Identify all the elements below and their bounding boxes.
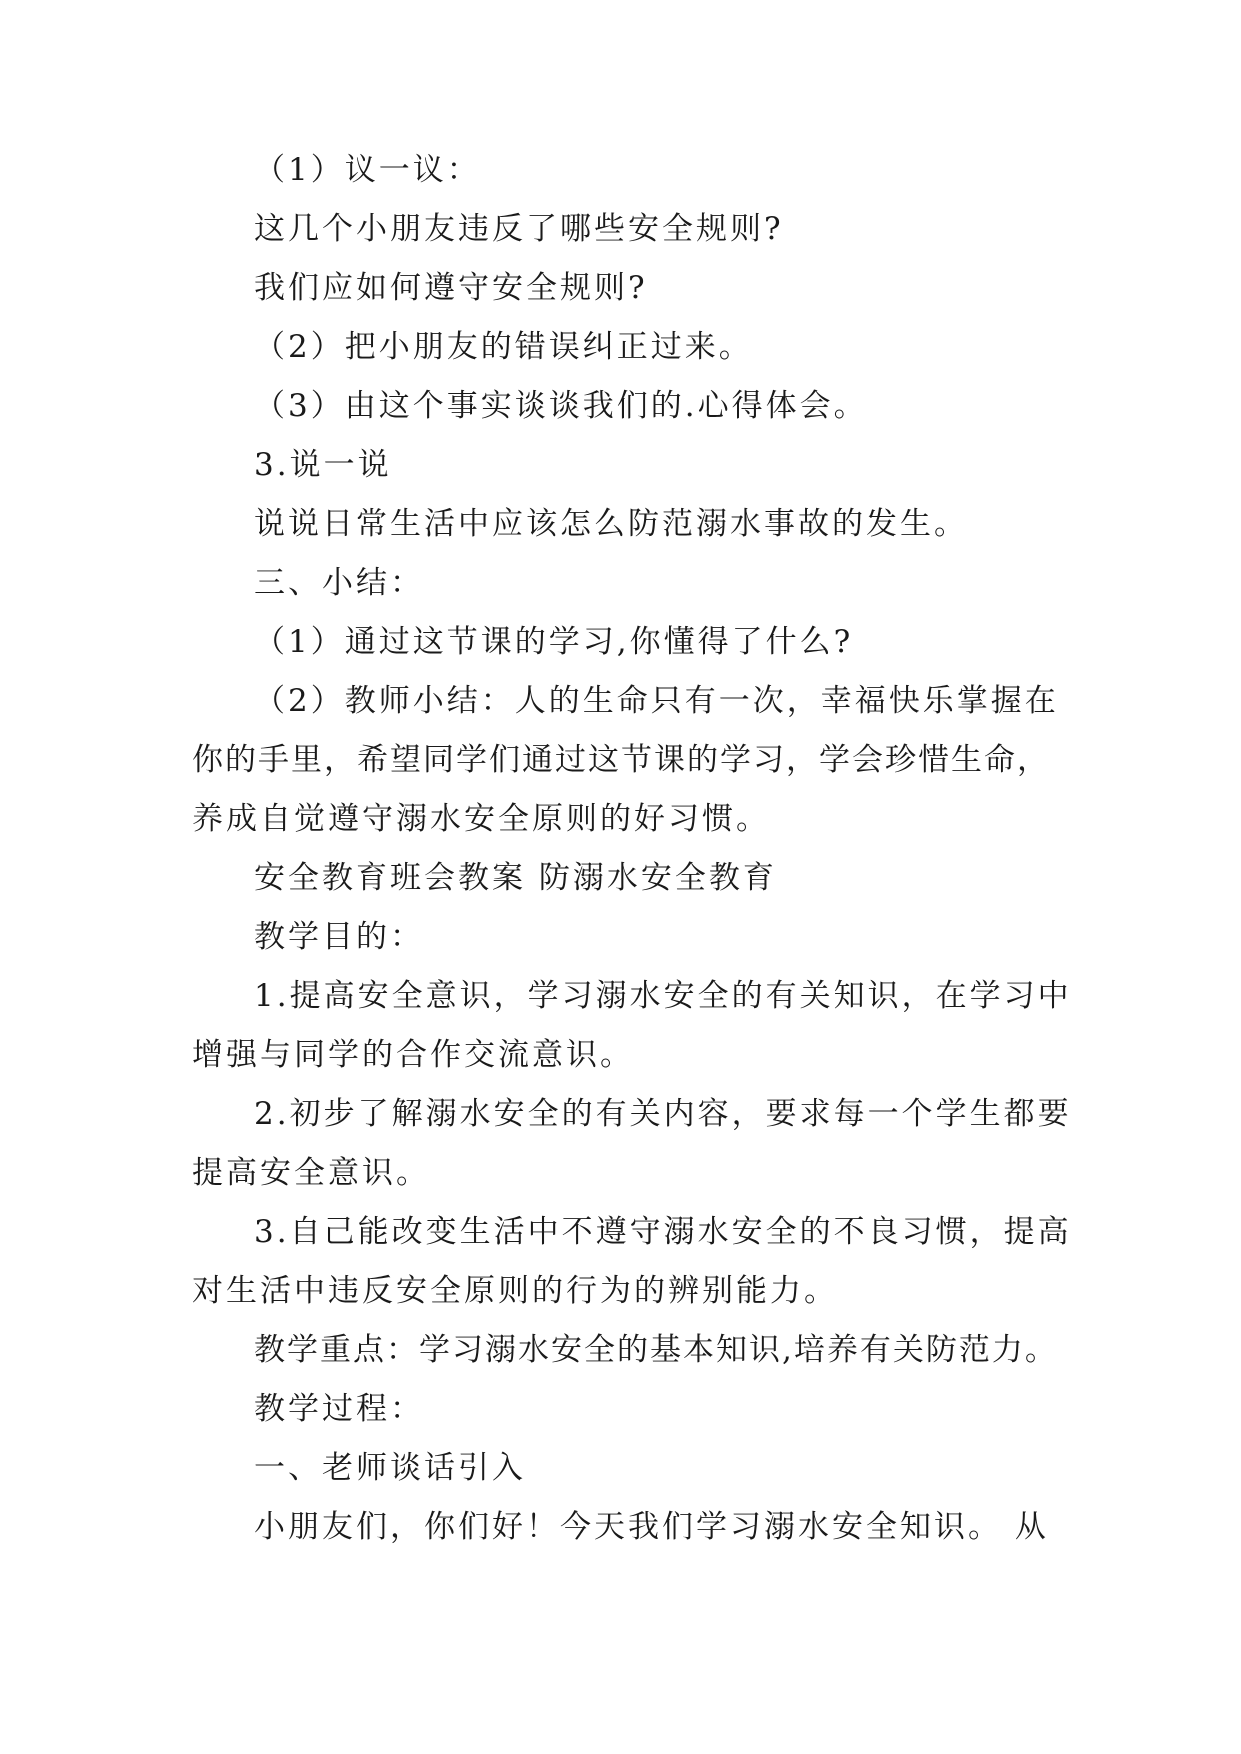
text-line: （2）教师小结：人的生命只有一次，幸福快乐掌握在	[254, 683, 1059, 719]
document-title: 安全教育班会教案 防溺水安全教育	[254, 860, 777, 896]
section-heading: 三、小结：	[254, 565, 424, 601]
text-line: （3）由这个事实谈谈我们的.心得体会。	[254, 388, 868, 424]
text-line: 1.提高安全意识，学习溺水安全的有关知识，在学习中	[254, 978, 1072, 1014]
text-line: 小朋友们，你们好！今天我们学习溺水安全知识。 从	[254, 1509, 1049, 1545]
text-line: 提高安全意识。	[192, 1155, 430, 1191]
text-line: 教学重点：学习溺水安全的基本知识,培养有关防范力。	[254, 1332, 1058, 1368]
text-line: 增强与同学的合作交流意识。	[192, 1037, 634, 1073]
text-line: （1）议一议：	[254, 152, 481, 188]
text-line: 你的手里，希望同学们通过这节课的学习，学会珍惜生命，	[192, 742, 1050, 778]
text-line: 说说日常生活中应该怎么防范溺水事故的发生。	[254, 506, 968, 542]
section-heading: 教学目的：	[254, 919, 424, 955]
section-heading: 一、老师谈话引入	[254, 1450, 526, 1486]
text-line: 我们应如何遵守安全规则?	[254, 270, 648, 306]
text-line: （1）通过这节课的学习,你懂得了什么?	[254, 624, 854, 660]
text-line: 3.说一说	[254, 447, 392, 483]
section-heading: 教学过程：	[254, 1391, 424, 1427]
text-line: 对生活中违反安全原则的行为的辨别能力。	[192, 1273, 838, 1309]
text-line: 2.初步了解溺水安全的有关内容，要求每一个学生都要	[254, 1096, 1072, 1132]
text-line: 这几个小朋友违反了哪些安全规则?	[254, 211, 784, 247]
text-line: 3.自己能改变生活中不遵守溺水安全的不良习惯，提高	[254, 1214, 1072, 1250]
text-line: （2）把小朋友的错误纠正过来。	[254, 329, 753, 365]
text-line: 养成自觉遵守溺水安全原则的好习惯。	[192, 801, 770, 837]
